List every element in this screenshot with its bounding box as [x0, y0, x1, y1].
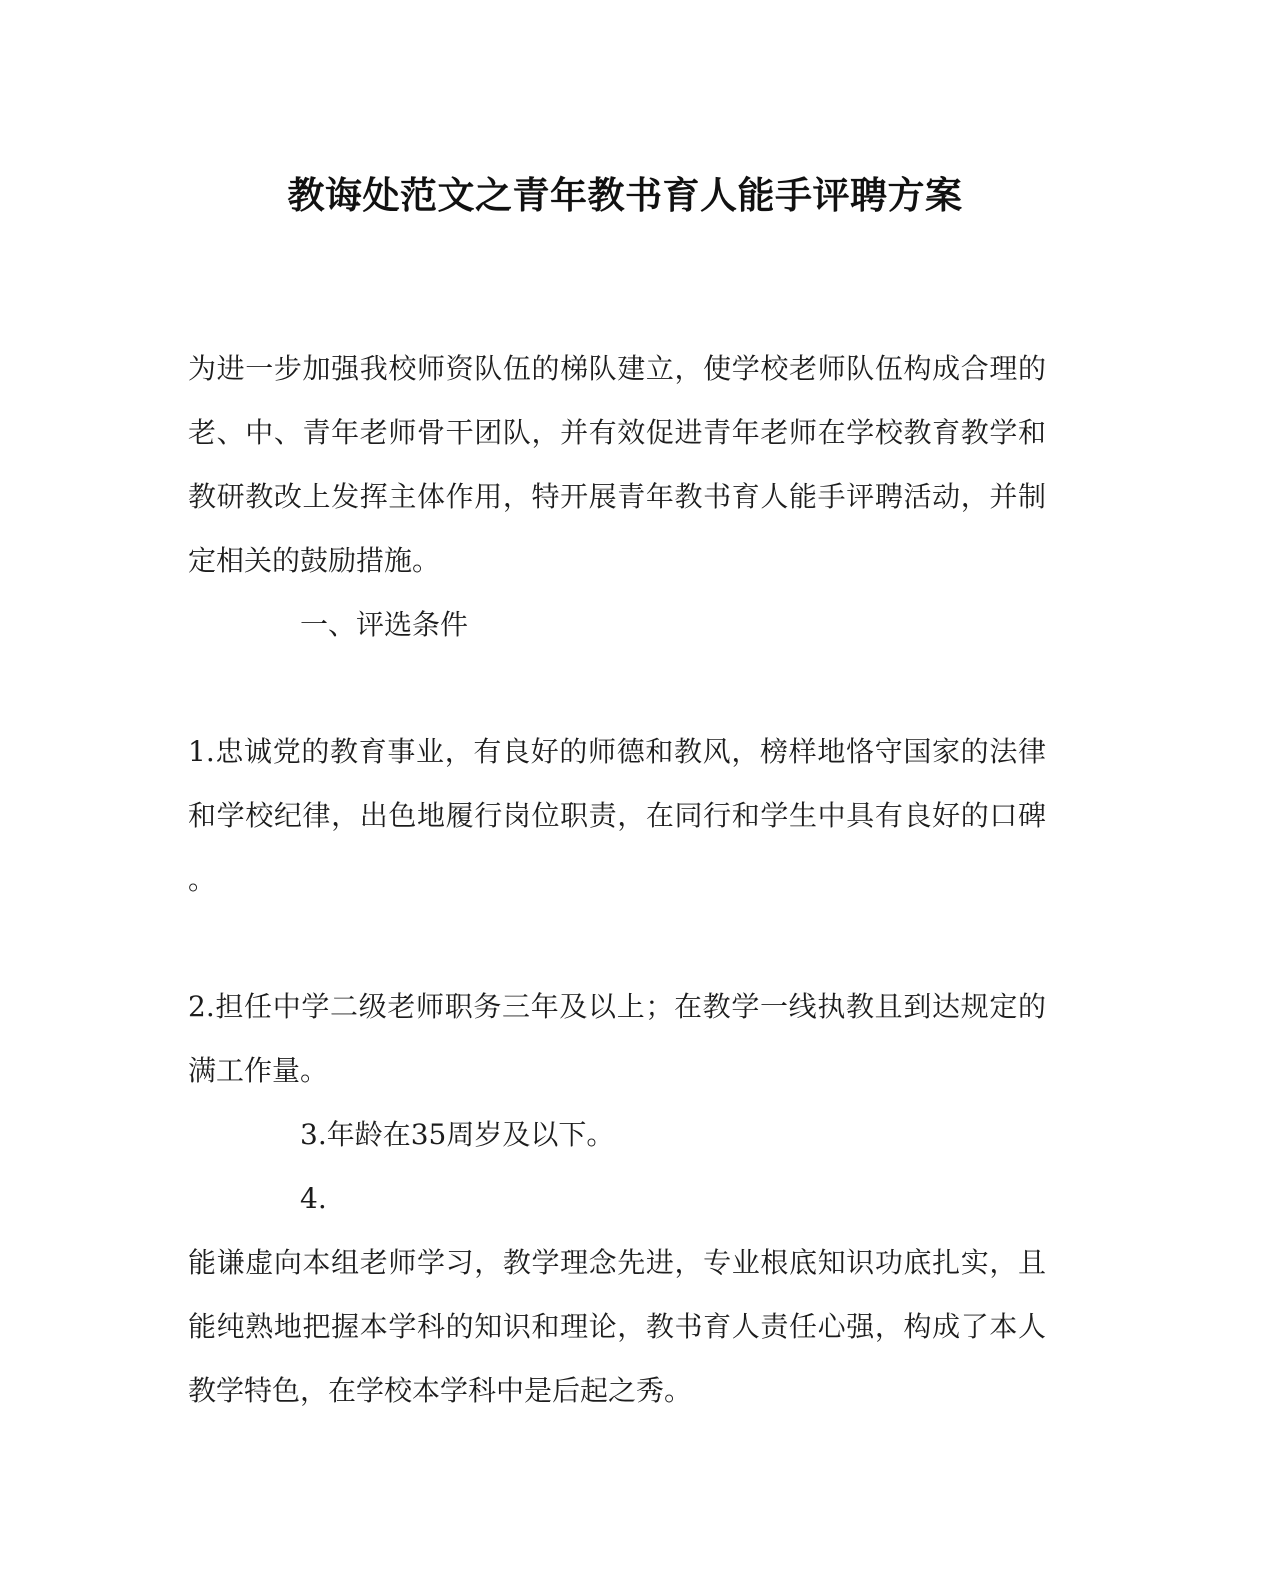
intro-line-3: 教研教改上发挥主体作用，特开展青年教书育人能手评聘活动，并制 — [188, 480, 1046, 513]
item1-line-2: 和学校纪律，出色地履行岗位职责，在同行和学生中具有良好的口碑 — [188, 799, 1046, 832]
item1-line-1: 1.忠诚党的教育事业，有良好的师德和教风，榜样地恪守国家的法律 — [188, 735, 1046, 768]
intro-line-1: 为进一步加强我校师资队伍的梯队建立，使学校老师队伍构成合理的 — [188, 352, 1046, 385]
item2-line-1: 2.担任中学二级老师职务三年及以上；在教学一线执教且到达规定的 — [188, 990, 1046, 1023]
item1-line-3: 。 — [188, 863, 217, 896]
item4-line-3: 教学特色，在学校本学科中是后起之秀。 — [188, 1374, 693, 1407]
item4-line-2: 能纯熟地把握本学科的知识和理论，教书育人责任心强，构成了本人 — [188, 1310, 1046, 1343]
intro-line-2: 老、中、青年老师骨干团队，并有效促进青年老师在学校教育教学和 — [188, 416, 1046, 449]
intro-line-4: 定相关的鼓励措施。 — [188, 544, 441, 577]
item3-line: 3.年龄在35周岁及以下。 — [300, 1118, 615, 1151]
item4-number: 4. — [300, 1182, 327, 1215]
item4-line-1: 能谦虚向本组老师学习，教学理念先进，专业根底知识功底扎实，且 — [188, 1246, 1046, 1279]
item2-line-2: 满工作量。 — [188, 1054, 329, 1087]
section-heading: 一、评选条件 — [300, 608, 469, 641]
document-title: 教诲处范文之青年教书育人能手评聘方案 — [287, 174, 963, 217]
